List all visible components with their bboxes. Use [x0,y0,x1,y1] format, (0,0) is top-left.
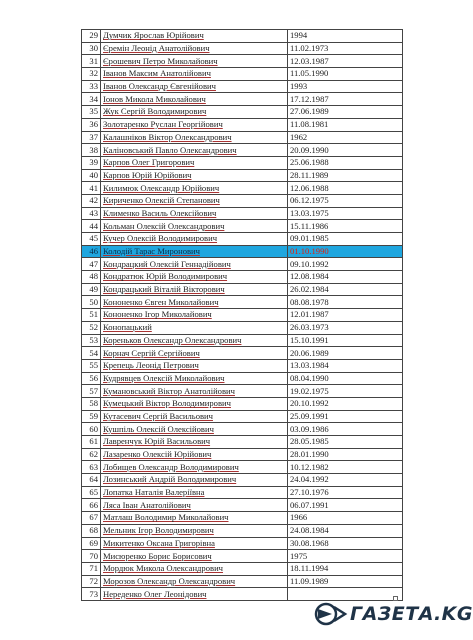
row-number: 73 [82,588,101,601]
table-row [82,486,403,499]
person-name: Кольман Олексій Олександрович [101,220,288,233]
table-row [82,309,403,322]
table-row [82,55,403,68]
birth-date: 09.10.1992 [288,258,403,271]
row-number: 47 [82,258,101,271]
person-name: Карпов Олег Григорович [101,156,288,169]
birth-date: 1994 [288,30,403,43]
row-number: 46 [82,245,101,258]
row-number: 31 [82,55,101,68]
table-row [82,436,403,449]
row-number: 40 [82,169,101,182]
person-name: Матлаш Володимир Миколайович [101,512,288,525]
table-row [82,144,403,157]
person-name: Колодій Тарас Миронович [101,245,288,258]
birth-date: 08.04.1990 [288,372,403,385]
birth-date: 15.11.1986 [288,220,403,233]
person-name: Мисюренко Борис Борисович [101,550,288,563]
row-number: 50 [82,296,101,309]
birth-date: 18.11.1994 [288,562,403,575]
table-row [82,537,403,550]
birth-date: 24.08.1984 [288,524,403,537]
row-number: 39 [82,156,101,169]
birth-date: 28.11.1989 [288,169,403,182]
birth-date: 12.06.1988 [288,182,403,195]
table-row [82,156,403,169]
row-number: 64 [82,474,101,487]
table-row [82,321,403,334]
birth-date: 30.08.1968 [288,537,403,550]
person-name: Карпов Юрій Юрійович [101,169,288,182]
row-number: 51 [82,309,101,322]
row-number: 34 [82,93,101,106]
birth-date: 09.01.1985 [288,233,403,246]
table-row [82,42,403,55]
birth-date: 1975 [288,550,403,563]
birth-date: 11.08.1981 [288,118,403,131]
row-number: 72 [82,575,101,588]
person-name: Лавренчук Юрій Васильович [101,436,288,449]
gazeta-kg-logo [312,603,473,625]
table-row [82,68,403,81]
row-number: 62 [82,448,101,461]
table-row [82,474,403,487]
birth-date: 25.09.1991 [288,410,403,423]
table-row [82,550,403,563]
small-square-mark [393,596,398,601]
person-name: Лазаренко Олексій Юрійович [101,448,288,461]
person-name: Морозов Олександр Олександрович [101,575,288,588]
row-number: 68 [82,524,101,537]
person-name: Лобищев Олександр Володимирович [101,461,288,474]
person-name: Конопацький [101,321,288,334]
row-number: 65 [82,486,101,499]
birth-date [288,588,403,601]
person-name: Микитенко Оксана Григорівна [101,537,288,550]
table-row [82,182,403,195]
row-number: 63 [82,461,101,474]
person-name: Кучер Олексій Володимирович [101,233,288,246]
birth-date: 12.01.1987 [288,309,403,322]
birth-date: 1966 [288,512,403,525]
row-number: 35 [82,106,101,119]
birth-date: 27.10.1976 [288,486,403,499]
person-name: Кондрацький Віталій Вікторович [101,283,288,296]
person-name: Корнач Сергій Сергійович [101,347,288,360]
row-number: 44 [82,220,101,233]
table-row [82,80,403,93]
row-number: 66 [82,499,101,512]
person-name: Клименко Василь Олексійович [101,207,288,220]
row-number: 29 [82,30,101,43]
row-number: 32 [82,68,101,81]
birth-date: 26.02.1984 [288,283,403,296]
table-row [82,562,403,575]
person-name: Калашніков Віктор Олександрович [101,131,288,144]
table-row [82,397,403,410]
table-row [82,347,403,360]
birth-date: 28.01.1990 [288,448,403,461]
table-row [82,194,403,207]
table-row [82,93,403,106]
row-number: 36 [82,118,101,131]
person-name: Думчик Ярослав Юрійович [101,30,288,43]
table-row [82,359,403,372]
birth-date: 15.10.1991 [288,334,403,347]
birth-date: 1962 [288,131,403,144]
person-name: Кондрацкий Олексій Геннадійович [101,258,288,271]
table-row [82,118,403,131]
row-number: 59 [82,410,101,423]
row-number: 38 [82,144,101,157]
person-name: Кушпіль Олексій Олексійович [101,423,288,436]
row-number: 53 [82,334,101,347]
row-number: 41 [82,182,101,195]
row-number: 56 [82,372,101,385]
birth-date: 25.06.1988 [288,156,403,169]
row-number: 52 [82,321,101,334]
table-row [82,283,403,296]
person-name: Кумановський Віктор Анатолійович [101,385,288,398]
row-number: 45 [82,233,101,246]
person-name: Кононенко Ігор Миколайович [101,309,288,322]
row-number: 60 [82,423,101,436]
row-number: 69 [82,537,101,550]
birth-date: 03.09.1986 [288,423,403,436]
table-row [82,258,403,271]
person-name: Іванов Олександр Євгенійович [101,80,288,93]
logo-icon [312,603,346,625]
birth-date: 06.12.1975 [288,194,403,207]
person-name: Мельник Ігор Володимирович [101,524,288,537]
birth-date: 11.09.1989 [288,575,403,588]
person-name: Єремін Леонід Анатолійович [101,42,288,55]
row-number: 49 [82,283,101,296]
birth-date: 27.06.1989 [288,106,403,119]
table-row [82,575,403,588]
person-name: Іонов Микола Миколайович [101,93,288,106]
table-row [82,448,403,461]
birth-date: 08.08.1978 [288,296,403,309]
person-name: Кириченко Олексій Степанович [101,194,288,207]
row-number: 37 [82,131,101,144]
person-name: Ляса Іван Анатолійович [101,499,288,512]
birth-date: 12.08.1984 [288,271,403,284]
table-row [82,423,403,436]
birth-date: 17.12.1987 [288,93,403,106]
person-name: Кутасевич Сергій Васильович [101,410,288,423]
row-number: 48 [82,271,101,284]
row-number: 54 [82,347,101,360]
table-row [82,334,403,347]
birth-date: 26.03.1973 [288,321,403,334]
birth-date: 1993 [288,80,403,93]
row-number: 42 [82,194,101,207]
row-number: 30 [82,42,101,55]
birth-date: 10.12.1982 [288,461,403,474]
person-name: Лопатка Наталія Валеріївна [101,486,288,499]
birth-date: 28.05.1985 [288,436,403,449]
birth-date: 13.03.1984 [288,359,403,372]
person-name: Лозинський Андрій Володимирович [101,474,288,487]
person-name: Нереденко Олег Леонідович [101,588,288,601]
table-row [82,588,403,601]
row-number: 33 [82,80,101,93]
table-row [82,524,403,537]
person-name: Жук Сергій Володимирович [101,106,288,119]
row-number: 55 [82,359,101,372]
person-name: Кондратюк Юрій Володимирович [101,271,288,284]
row-number: 67 [82,512,101,525]
names-table [81,29,403,601]
person-name: Мордюк Микола Олександрович [101,562,288,575]
row-number: 43 [82,207,101,220]
person-name: Єрошевич Петро Миколайович [101,55,288,68]
row-number: 61 [82,436,101,449]
birth-date: 13.03.1975 [288,207,403,220]
row-number: 70 [82,550,101,563]
person-name: Кумецький Віктор Володимирович [101,397,288,410]
person-name: Кудрявцев Олексій Миколайович [101,372,288,385]
person-name: Крепець Леонід Петрович [101,359,288,372]
table-row [82,410,403,423]
table-row [82,271,403,284]
table-row [82,30,403,43]
birth-date: 24.04.1992 [288,474,403,487]
table-row [82,106,403,119]
table-row [82,207,403,220]
table-row [82,372,403,385]
row-number: 57 [82,385,101,398]
birth-date: 01.10.1990 [288,245,403,258]
birth-date: 06.07.1991 [288,499,403,512]
birth-date: 12.03.1987 [288,55,403,68]
table-row [82,385,403,398]
person-name: Кононенко Євген Миколайович [101,296,288,309]
person-name: Золотаренко Руслан Георгійович [101,118,288,131]
birth-date: 20.06.1989 [288,347,403,360]
table-row [82,220,403,233]
table-row [82,499,403,512]
table-row [82,245,403,258]
person-name: Каліновський Павло Олександрович [101,144,288,157]
table-row [82,512,403,525]
table-row [82,131,403,144]
row-number: 71 [82,562,101,575]
logo-text: ГАЗЕТА.KG [350,603,473,625]
birth-date: 11.02.1973 [288,42,403,55]
birth-date: 20.10.1992 [288,397,403,410]
person-name: Іванов Максим Анатолійович [101,68,288,81]
birth-date: 11.05.1990 [288,68,403,81]
table-row [82,169,403,182]
person-name: Кореньков Олександр Олександрович [101,334,288,347]
birth-date: 20.09.1990 [288,144,403,157]
person-name: Килимюк Олександр Юрійович [101,182,288,195]
table-row [82,296,403,309]
row-number: 58 [82,397,101,410]
table-row [82,461,403,474]
birth-date: 19.02.1975 [288,385,403,398]
table-row [82,233,403,246]
